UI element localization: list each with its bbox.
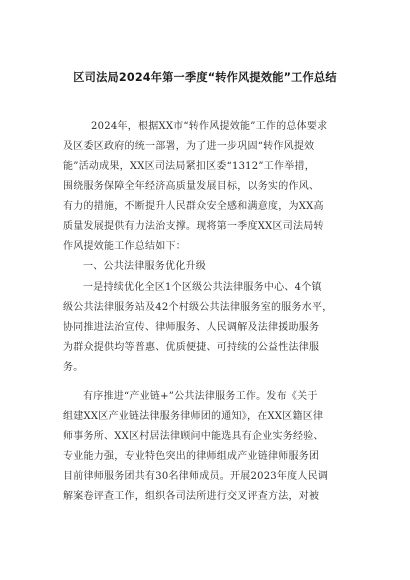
- paragraph-line: 目前律师服务团共有30名律师成员。开展2023年度人民调: [63, 471, 329, 482]
- paragraph-line: 质量发展提供有力法治支撑。现将第一季度XX区司法局转: [63, 221, 324, 232]
- paragraph-line: 专业能力强，专业特色突出的律师组成产业链律师服务团: [63, 451, 320, 462]
- paragraph-line: 组建XX区产业链法律服务律师团的通知》，在XX区籍区律: [63, 411, 324, 422]
- paragraph-line: 协同推进法治宣传、律师服务、人民调解及法律援助服务: [63, 322, 320, 333]
- paragraph-line: 作风提效能工作总结如下：: [63, 241, 186, 252]
- paragraph-line: 师事务所、XX区村居法律顾问中能选具有企业实务经验、: [63, 431, 324, 442]
- paragraph-line: 能”活动成果，XX区司法局紧扣区委“1312”工作举措，: [63, 161, 316, 172]
- paragraph-line: 解案卷评查工作，组织各司法所进行交叉评查方法，对被: [63, 491, 320, 502]
- paragraph-line: 一是持续优化全区1个区级公共法律服务中心、4个镇: [83, 282, 322, 293]
- paragraph-line: 为群众提供均等普惠、优质便捷、可持续的公益性法律服: [63, 342, 320, 353]
- paragraph-line: 有力的措施，不断提升人民群众安全感和满意度，为XX高: [63, 201, 324, 212]
- paragraph-line: 有序推进“产业链+”公共法律服务工作。发布《关于: [83, 391, 318, 402]
- paragraph-line: 围绕服务保障全年经济高质量发展目标，以务实的作风、: [63, 181, 320, 192]
- paragraph-line: 及区委区政府的统一部署，为了进一步巩固“转作风提效: [63, 141, 315, 152]
- paragraph-line: 级公共法律服务站及42个村级公共法律服务室的服务水平，: [63, 302, 333, 313]
- paragraph-line: 2024年，根据XX市“转作风提效能”工作的总体要求: [91, 121, 328, 132]
- document-title: 区司法局2024年第一季度“转作风提效能”工作总结: [73, 71, 337, 84]
- paragraph-line: 务。: [63, 362, 84, 373]
- section-heading: 一、公共法律服务优化升级: [83, 261, 206, 272]
